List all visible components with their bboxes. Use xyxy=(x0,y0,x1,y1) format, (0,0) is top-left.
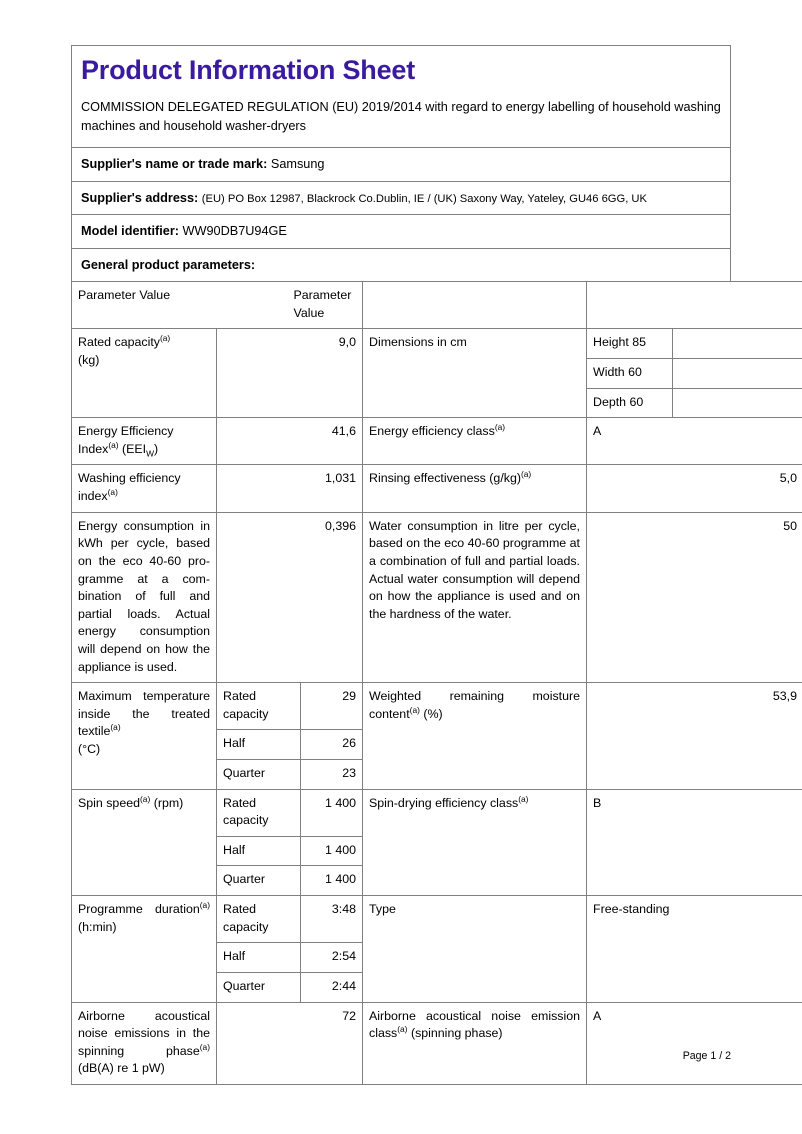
header-right-spacer-cell xyxy=(587,282,802,329)
subrow-label-quarter: Quarter xyxy=(217,866,301,895)
subrow-rated-capacity xyxy=(217,790,362,837)
airborne-noise-class-phase: (spinning phase) xyxy=(410,1026,503,1041)
footnote-marker: (a) xyxy=(110,722,121,733)
supplier-name-row xyxy=(71,147,731,181)
max-temperature-label-cell xyxy=(72,683,217,789)
dimension-row-depth xyxy=(587,388,802,417)
general-parameters-heading-row xyxy=(71,248,731,282)
airborne-noise-label: Airborne acoustical noise emissions in the spinning phase xyxy=(78,1008,210,1058)
type-label-cell xyxy=(363,896,587,1002)
energy-consumption-label: Energy consumption in kWh per cycle, based on the eco 40-60 programme at a combination of full and partial loads. Actual energy consumption will depend on how the appliance is used. xyxy=(78,518,210,674)
energy-consumption-value: 0,396 xyxy=(324,518,356,533)
water-consumption-value-cell xyxy=(587,512,802,682)
dimension-height-value: 85 xyxy=(632,335,647,350)
footnote-marker: (a) xyxy=(409,704,420,715)
programme-duration-subtable xyxy=(217,896,362,1001)
rinsing-effectiveness-label: Rinsing effectiveness (g/kg) xyxy=(369,471,521,486)
energy-class-value: A xyxy=(593,424,602,439)
model-identifier-row xyxy=(71,214,731,248)
programme-duration-values-cell xyxy=(217,896,363,1002)
footnote-marker: (a) xyxy=(518,793,529,804)
dimension-width-cell xyxy=(587,359,673,389)
energy-consumption-label-cell xyxy=(72,512,217,682)
max-temperature-rated-capacity-value: 29 xyxy=(301,683,363,730)
programme-duration-unit: (h:min) xyxy=(78,919,117,934)
dimension-width-blank xyxy=(673,359,802,389)
table-row-spin-speed xyxy=(72,789,802,895)
regulation-subtitle: COMMISSION DELEGATED REGULATION (EU) 2019/2014 with regard to energy labelling of household washing machines and household washer-dryers xyxy=(81,100,721,133)
subrow-half xyxy=(217,730,362,760)
type-value-cell xyxy=(587,896,802,1002)
table-row-maximum-temperature xyxy=(72,683,802,789)
subrow-label-half: Half xyxy=(217,943,301,973)
page-footer xyxy=(71,1050,731,1062)
remaining-moisture-value-cell xyxy=(587,683,802,789)
washing-efficiency-value: 1,031 xyxy=(324,471,356,486)
supplier-address-value: (EU) PO Box 12987, Blackrock Co.Dublin, IE / (UK) Saxony Way, Yateley, GU46 6GG, UK xyxy=(201,192,647,205)
airborne-noise-class-label: Airborne acoustical noise emission class xyxy=(369,1008,580,1041)
max-temperature-quarter-value: 23 xyxy=(301,760,363,789)
max-temperature-values-cell xyxy=(217,683,363,789)
subrow-label-quarter: Quarter xyxy=(217,972,301,1001)
rated-capacity-label-cell xyxy=(72,329,217,418)
spin-speed-label-cell xyxy=(72,789,217,895)
footnote-marker: (a) xyxy=(159,333,171,344)
airborne-noise-value-cell xyxy=(217,1002,363,1084)
airborne-noise-value: 72 xyxy=(342,1008,356,1023)
table-row-airborne-noise xyxy=(72,1002,802,1084)
max-temperature-label: Maximum temperature inside the treated textile xyxy=(78,689,210,739)
subrow-label-half: Half xyxy=(217,730,301,760)
dimension-height-cell xyxy=(587,329,673,358)
remaining-moisture-unit: (%) xyxy=(423,706,443,721)
eei-abbrev-close: ) xyxy=(154,441,159,456)
header-spacer-cell xyxy=(363,282,587,329)
subrow-half xyxy=(217,943,362,973)
subrow-quarter xyxy=(217,972,362,1001)
model-identifier-label: Model identifier: xyxy=(81,224,179,239)
remaining-moisture-label-cell xyxy=(363,683,587,789)
rated-capacity-value-cell xyxy=(217,329,363,418)
eei-abbrev-open: (EEI xyxy=(122,441,147,456)
model-identifier-value: WW90DB7U94GE xyxy=(182,224,287,239)
spin-speed-unit: (rpm) xyxy=(153,795,184,810)
washing-efficiency-label-line2: index xyxy=(78,489,108,504)
spin-speed-values-cell xyxy=(217,789,363,895)
footnote-marker: (a) xyxy=(494,422,506,433)
spin-drying-class-label: Spin-drying efficiency class xyxy=(369,795,519,810)
spin-speed-half-value: 1 400 xyxy=(301,836,363,866)
dimension-depth-cell xyxy=(587,388,673,417)
max-temperature-half-value: 26 xyxy=(301,730,363,760)
footnote-marker: (a) xyxy=(199,899,210,910)
table-header-row xyxy=(72,282,802,329)
washing-efficiency-value-cell xyxy=(217,465,363,512)
rated-capacity-value: 9,0 xyxy=(338,335,356,350)
dimension-depth-label: Depth xyxy=(593,394,627,409)
washing-efficiency-label-cell xyxy=(72,465,217,512)
water-consumption-value: 50 xyxy=(783,518,798,533)
subrow-label-half: Half xyxy=(217,836,301,866)
water-consumption-label-cell xyxy=(363,512,587,682)
eei-label-cell xyxy=(72,418,217,465)
general-parameters-heading: General product parameters: xyxy=(81,257,256,272)
rated-capacity-unit: (kg) xyxy=(78,353,100,368)
subrow-half xyxy=(217,836,362,866)
max-temperature-subtable xyxy=(217,683,362,788)
programme-duration-half-value: 2:54 xyxy=(301,943,363,973)
spin-speed-subtable xyxy=(217,790,362,895)
spin-drying-class-value: B xyxy=(593,795,602,810)
energy-class-label: Energy efficiency class xyxy=(369,424,495,439)
eei-label-line1: Energy Efficiency xyxy=(78,424,174,439)
airborne-noise-class-value: A xyxy=(593,1008,602,1023)
spin-speed-quarter-value: 1 400 xyxy=(301,866,363,895)
table-row-energy-consumption xyxy=(72,512,802,682)
eei-value-cell xyxy=(217,418,363,465)
spin-drying-class-label-cell xyxy=(363,789,587,895)
table-row-energy-efficiency-index xyxy=(72,418,802,465)
product-information-sheet xyxy=(71,45,798,1085)
type-label: Type xyxy=(369,902,396,917)
dimension-row-height xyxy=(587,329,802,358)
dimension-height-blank xyxy=(673,329,802,358)
footnote-marker: (a) xyxy=(199,1041,210,1052)
water-consumption-label: Water consumption in litre per cycle, based on the eco 40-60 programme at a combination of full and partial loads. Actual water consumption will depend on how the appliance is used and on the hardness of the water. xyxy=(369,518,580,621)
subrow-rated-capacity xyxy=(217,896,362,943)
header-right-parameter-cell xyxy=(288,282,363,329)
airborne-noise-class-value-cell xyxy=(587,1002,802,1084)
general-product-parameters-table xyxy=(71,281,802,1085)
subrow-quarter xyxy=(217,866,362,895)
energy-class-label-cell xyxy=(363,418,587,465)
header-parameter-label: Parameter xyxy=(78,288,136,303)
subrow-quarter xyxy=(217,760,362,789)
header-value-label: Value xyxy=(139,288,171,303)
airborne-noise-class-label-cell xyxy=(363,1002,587,1084)
header-parameter-label-2: Parameter xyxy=(293,288,352,303)
table-row-rated-capacity xyxy=(72,329,802,418)
subrow-label-rated-capacity: Rated capacity xyxy=(217,790,301,837)
page-title: Product Information Sheet xyxy=(81,55,416,85)
dimension-width-value: 60 xyxy=(628,365,642,380)
dimension-depth-blank xyxy=(673,388,802,417)
airborne-noise-label-cell xyxy=(72,1002,217,1084)
programme-duration-label: Programme duration xyxy=(78,902,200,917)
page-number: Page 1 / 2 xyxy=(682,1050,731,1062)
footnote-marker: (a) xyxy=(397,1023,408,1034)
supplier-address-row xyxy=(71,181,731,215)
document-header xyxy=(71,45,731,147)
energy-consumption-value-cell xyxy=(217,512,363,682)
dimension-row-width xyxy=(587,359,802,389)
footnote-marker: (a) xyxy=(520,469,532,480)
rinsing-effectiveness-label-cell xyxy=(363,465,587,512)
footnote-marker: (a) xyxy=(140,793,151,804)
programme-duration-label-cell xyxy=(72,896,217,1002)
rinsing-effectiveness-value-cell xyxy=(587,465,802,512)
remaining-moisture-value: 53,9 xyxy=(772,689,798,704)
footnote-marker: (a) xyxy=(108,439,119,450)
remaining-moisture-label: Weighted remaining moisture content xyxy=(369,689,580,721)
subrow-rated-capacity xyxy=(217,683,362,730)
dimension-height-label: Height xyxy=(593,335,629,350)
rinsing-effectiveness-value: 5,0 xyxy=(779,471,798,486)
subrow-label-quarter: Quarter xyxy=(217,760,301,789)
eei-value: 41,6 xyxy=(331,424,356,439)
supplier-name-value: Samsung xyxy=(270,157,325,172)
spin-speed-rated-capacity-value: 1 400 xyxy=(301,790,363,837)
programme-duration-rated-capacity-value: 3:48 xyxy=(301,896,363,943)
header-value-label-2: Value xyxy=(293,305,325,320)
supplier-address-label: Supplier's address: xyxy=(81,190,199,205)
footnote-marker: (a) xyxy=(107,486,118,497)
dimensions-label: Dimensions in cm xyxy=(369,335,467,350)
programme-duration-quarter-value: 2:44 xyxy=(301,972,363,1001)
subrow-label-rated-capacity: Rated capacity xyxy=(217,683,301,730)
dimensions-values-cell xyxy=(587,329,802,418)
dimensions-table xyxy=(587,329,802,417)
dimension-width-label: Width xyxy=(593,365,625,380)
header-left-parameter-cell xyxy=(72,282,288,329)
type-value: Free-standing xyxy=(593,902,670,917)
dimension-depth-value: 60 xyxy=(629,394,644,409)
eei-subscript: W xyxy=(146,448,155,459)
rated-capacity-label: Rated capacity xyxy=(78,335,160,350)
washing-efficiency-label-line1: Washing efficiency xyxy=(78,471,181,486)
energy-class-value-cell xyxy=(587,418,802,465)
spin-speed-label: Spin speed xyxy=(78,795,141,810)
supplier-name-label: Supplier's name or trade mark: xyxy=(81,157,268,172)
dimensions-label-cell xyxy=(363,329,587,418)
subrow-label-rated-capacity: Rated capacity xyxy=(217,896,301,943)
table-row-washing-efficiency-index xyxy=(72,465,802,512)
eei-label-line2: Index xyxy=(78,441,109,456)
airborne-noise-unit: (dB(A) re 1 pW) xyxy=(78,1061,165,1076)
table-row-programme-duration xyxy=(72,896,802,1002)
max-temperature-unit: (°C) xyxy=(78,742,101,757)
spin-drying-class-value-cell xyxy=(587,789,802,895)
